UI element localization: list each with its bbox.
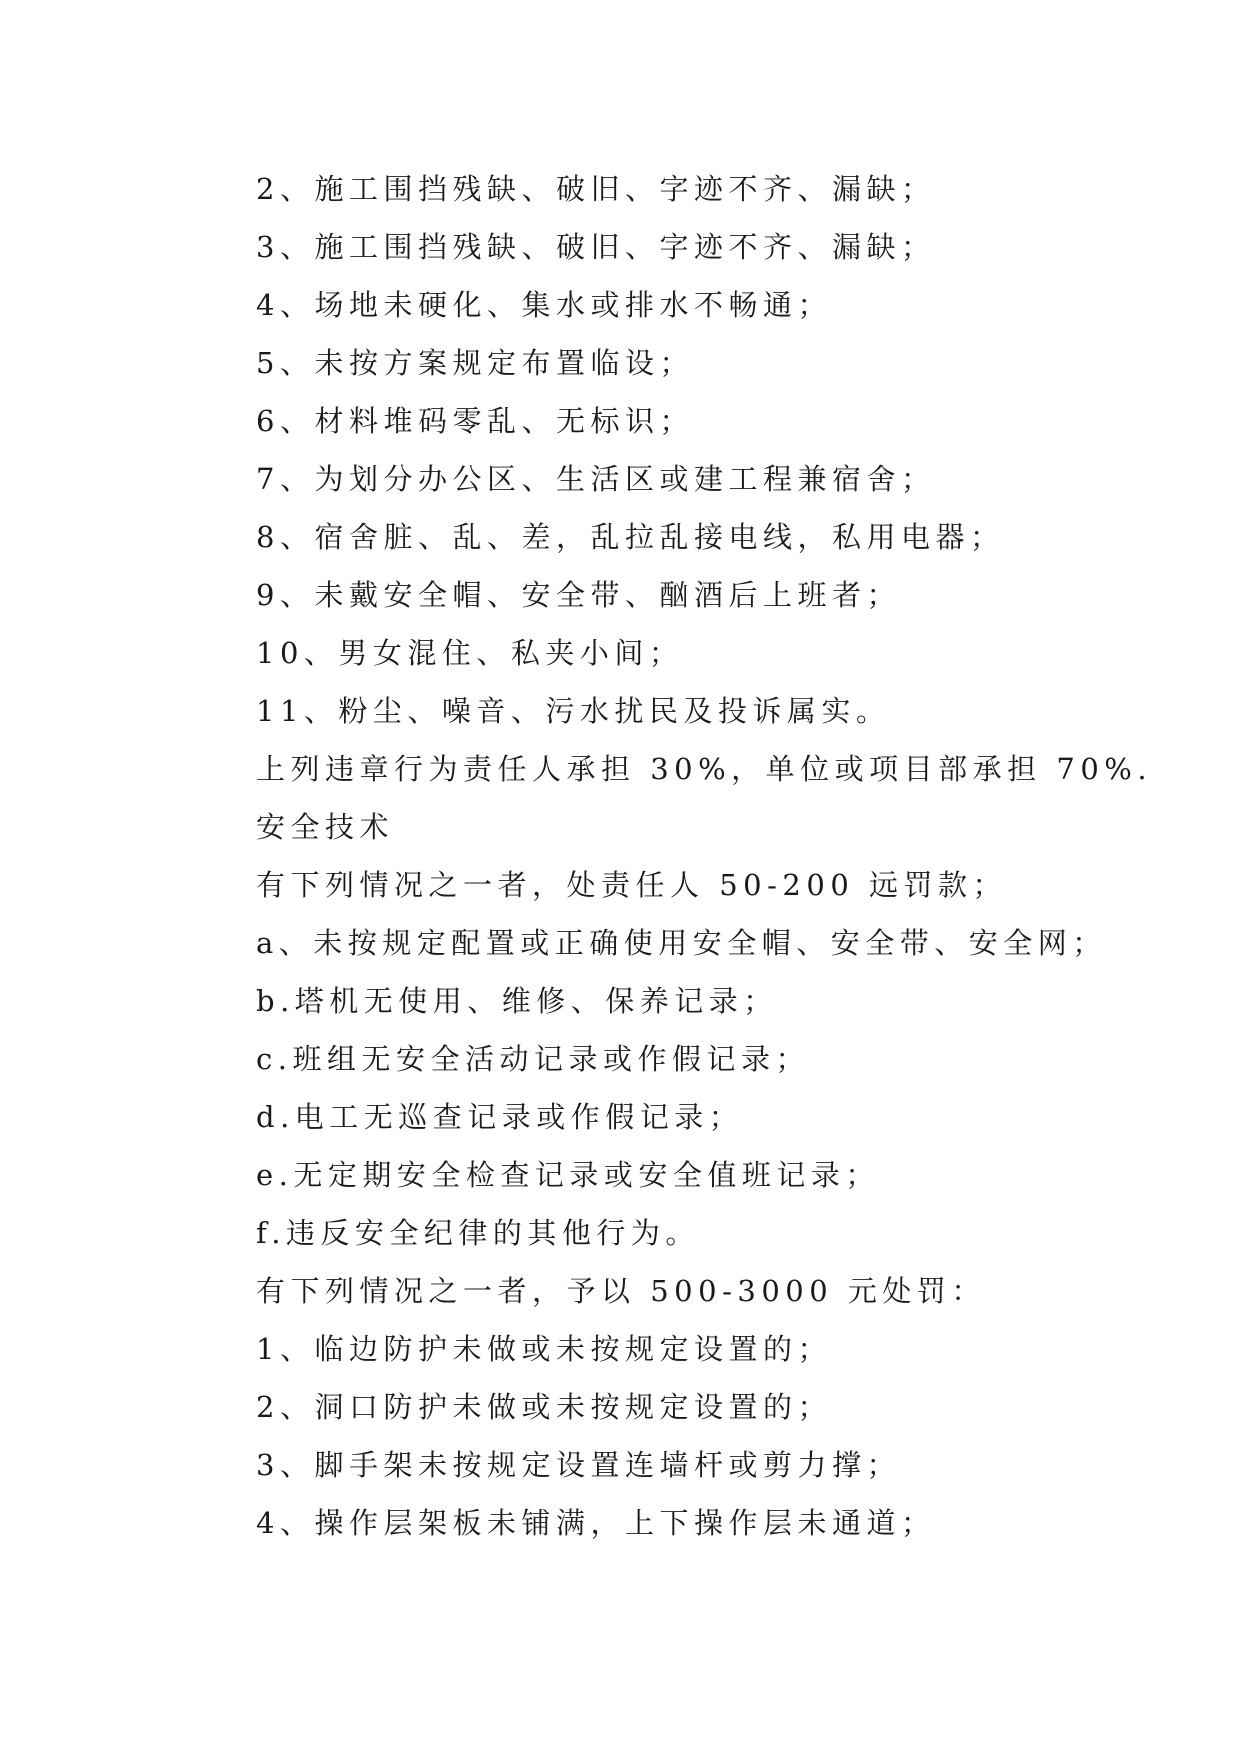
text-line: 3、脚手架未按规定设置连墙杆或剪力撑； — [256, 1448, 901, 1482]
text-line: 有下列情况之一者，予以 500-3000 元处罚： — [256, 1274, 986, 1308]
text-line: 10、男女混住、私夹小间； — [256, 636, 684, 670]
text-line: 4、操作层架板未铺满，上下操作层未通道； — [256, 1506, 936, 1540]
text-line: 3、施工围挡残缺、破旧、字迹不齐、漏缺； — [256, 230, 936, 264]
text-line: d.电工无巡查记录或作假记录； — [256, 1100, 744, 1134]
document-body — [256, 160, 1156, 1552]
section-heading: 安全技术 — [256, 810, 395, 844]
text-line: 上列违章行为责任人承担 30%，单位或项目部承担 70%. — [256, 752, 1153, 786]
text-line: 8、宿舍脏、乱、差，乱拉乱接电线，私用电器； — [256, 520, 1005, 554]
text-line: 11、粉尘、噪音、污水扰民及投诉属实。 — [256, 694, 891, 728]
text-line: b.塔机无使用、维修、保养记录； — [256, 984, 778, 1018]
text-line: 9、未戴安全帽、安全带、酗酒后上班者； — [256, 578, 901, 612]
text-line: 1、临边防护未做或未按规定设置的； — [256, 1332, 832, 1366]
text-line: 6、材料堆码零乱、无标识； — [256, 404, 694, 438]
text-line: 2、施工围挡残缺、破旧、字迹不齐、漏缺； — [256, 172, 936, 206]
text-line: f.违反安全纪律的其他行为。 — [256, 1216, 700, 1250]
text-line: 2、洞口防护未做或未按规定设置的； — [256, 1390, 832, 1424]
text-line: 5、未按方案规定布置临设； — [256, 346, 694, 380]
text-line: 有下列情况之一者，处责任人 50-200 远罚款； — [256, 868, 1007, 902]
text-line: a、未按规定配置或正确使用安全帽、安全带、安全网； — [256, 926, 1107, 960]
text-line: e.无定期安全检查记录或安全值班记录； — [256, 1158, 880, 1192]
text-line: 7、为划分办公区、生活区或建工程兼宿舍； — [256, 462, 936, 496]
text-line: 4、场地未硬化、集水或排水不畅通； — [256, 288, 832, 322]
text-line: c.班组无安全活动记录或作假记录； — [256, 1042, 810, 1076]
